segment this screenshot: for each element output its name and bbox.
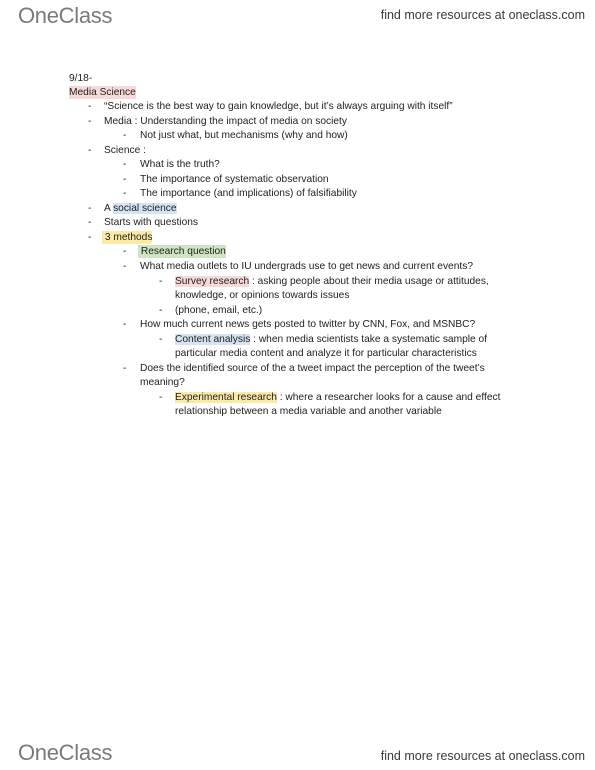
note-science-2: The importance of systematic observation xyxy=(140,174,329,185)
note-rq-label: Research question xyxy=(140,246,226,257)
logo-text: OneClass xyxy=(18,740,113,765)
note-research-question xyxy=(138,245,226,258)
bullet-dash: - xyxy=(159,276,163,287)
note-survey xyxy=(175,275,489,288)
note-experimental-rest: : where a researcher looks for a cause and effect xyxy=(276,392,501,403)
note-content-rest: : when media scientists take a systematic sample of xyxy=(250,334,488,345)
bullet-dash: - xyxy=(123,130,127,141)
note-methods-label: 3 methods xyxy=(104,232,153,243)
note-q1: What media outlets to IU undergrads use to get news and current events? xyxy=(140,261,473,272)
note-experimental-highlight: Experimental research xyxy=(175,392,277,403)
bullet-dash: - xyxy=(159,334,163,345)
note-social-prefix: A xyxy=(104,203,114,214)
note-starts: Starts with questions xyxy=(104,217,198,228)
bullet-dash: - xyxy=(88,145,92,156)
note-science-1: What is the truth? xyxy=(140,159,220,170)
note-experimental-cont: relationship between a media variable and another variable xyxy=(175,406,442,417)
bullet-dash: - xyxy=(123,188,127,199)
footer-tagline: find more resources at oneclass.com xyxy=(380,749,585,763)
bullet-dash: - xyxy=(123,174,127,185)
note-title: Media Science xyxy=(69,87,136,98)
note-media: Media : Understanding the impact of media on society xyxy=(104,116,347,127)
note-experimental xyxy=(175,391,500,404)
note-content-highlight: Content analysis xyxy=(175,334,251,345)
bullet-dash: - xyxy=(88,116,92,127)
bullet-dash: - xyxy=(123,246,127,257)
note-survey-rest: : asking people about their media usage or attitudes, xyxy=(249,276,489,287)
note-content-cont: particular media content and analyze it for particular characteristics xyxy=(175,348,477,359)
note-q2: How much current news gets posted to twitter by CNN, Fox, and MSNBC? xyxy=(140,319,476,330)
bullet-dash: - xyxy=(123,159,127,170)
note-science-3: The importance (and implications) of falsifiability xyxy=(140,188,357,199)
note-date: 9/18- xyxy=(69,73,93,84)
bullet-dash: - xyxy=(88,203,92,214)
header-tagline: find more resources at oneclass.com xyxy=(380,8,585,22)
note-survey-cont: knowledge, or opinions towards issues xyxy=(175,290,350,301)
bullet-dash: - xyxy=(159,392,163,403)
logo-text: OneClass xyxy=(18,3,113,28)
note-media-sub: Not just what, but mechanisms (why and how) xyxy=(140,130,348,141)
bullet-dash: - xyxy=(159,305,163,316)
note-content xyxy=(175,333,487,346)
oneclass-logo xyxy=(18,742,112,764)
note-social xyxy=(104,202,177,215)
bullet-dash: - xyxy=(123,363,127,374)
bullet-dash: - xyxy=(123,261,127,272)
note-science: Science : xyxy=(104,145,146,156)
oneclass-logo xyxy=(18,5,112,27)
note-q3: Does the identified source of the a tweet impact the perception of the tweet’s xyxy=(140,363,485,374)
note-survey-highlight: Survey research xyxy=(175,276,250,287)
bullet-dash: - xyxy=(88,217,92,228)
note-methods xyxy=(102,231,152,244)
bullet-dash: - xyxy=(88,101,92,112)
note-survey-example: (phone, email, etc.) xyxy=(175,305,263,316)
note-q3-cont: meaning? xyxy=(140,377,185,388)
bullet-dash: - xyxy=(88,232,92,243)
note-quote: “Science is the best way to gain knowledge, but it’s always arguing with itself” xyxy=(104,101,453,112)
bullet-dash: - xyxy=(123,319,127,330)
note-social-highlight: social science xyxy=(113,203,177,214)
